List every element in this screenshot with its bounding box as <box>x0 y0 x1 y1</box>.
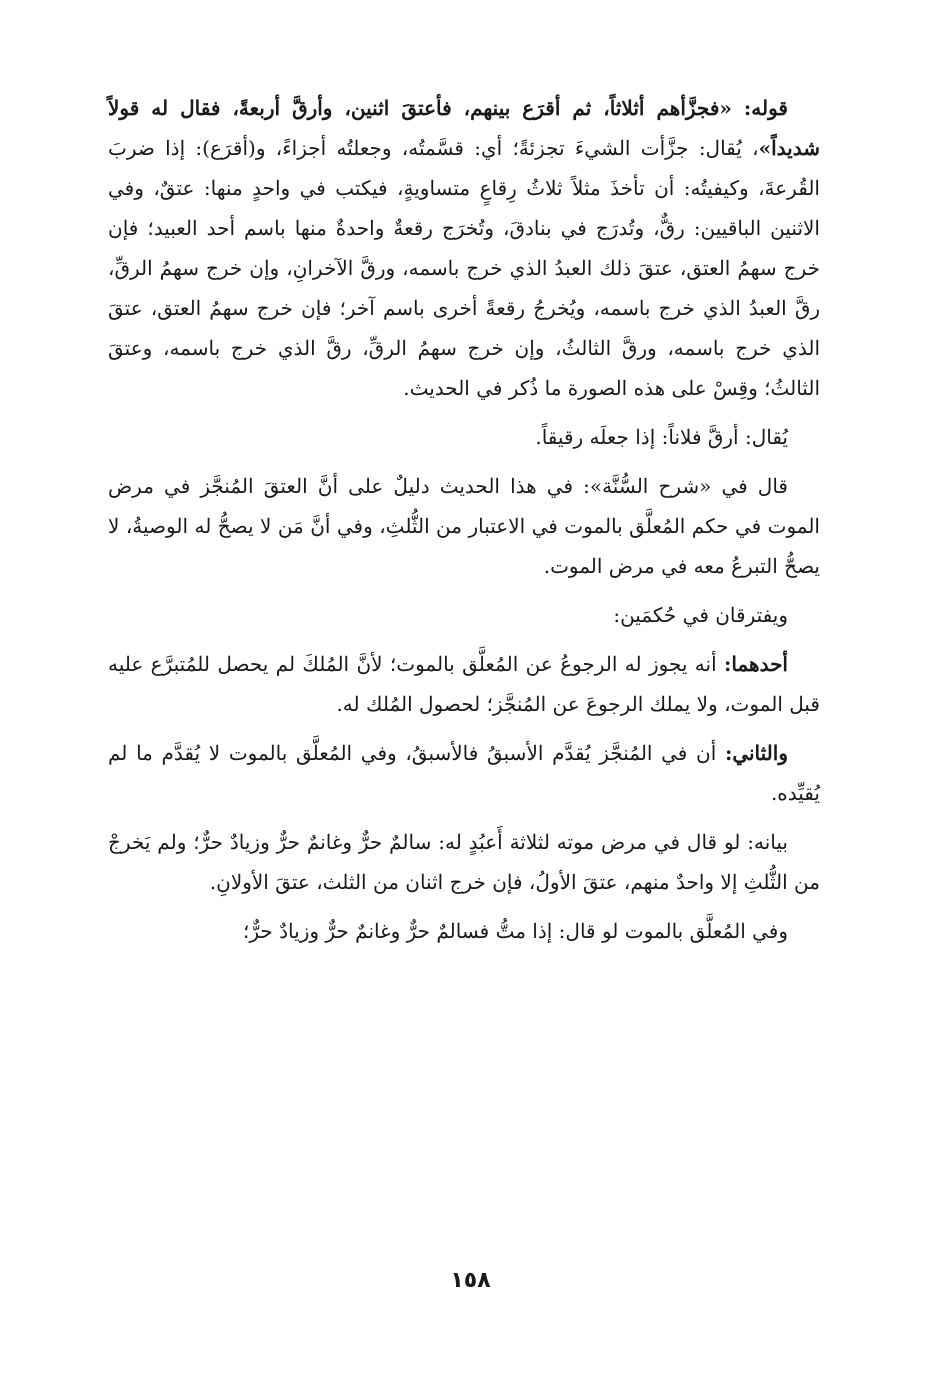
paragraph-text: وفي المُعلَّق بالموت لو قال: إذا متُّ فسالمٌ حرٌّ وغانمٌ حرٌّ وزيادٌ حرٌّ؛ <box>243 919 788 943</box>
paragraph-3 <box>108 466 820 586</box>
paragraph-2 <box>108 417 820 457</box>
paragraph-lead: أحدهما: <box>723 652 788 676</box>
paragraph-text: بيانه: لو قال في مرض موته لثلاثة أَعبُدٍ له: سالمٌ حرٌّ وغانمٌ حرٌّ وزيادٌ حرٌّ؛ ولم يَخرجْ من الثُّلثِ إلا واحدٌ منهم، عتقَ الأولُ، فإن خرج اثنان من الثلث، عتقَ الأولانِ. <box>108 830 820 894</box>
paragraph-lead: والثاني: <box>724 741 788 765</box>
paragraph-text: أن في المُنجَّز يُقدَّم الأسبقُ فالأسبقُ، وفي المُعلَّق بالموت لا يُقدَّم ما لم يُقيِّده. <box>108 741 820 805</box>
paragraph-text: ، يُقال: جزَّأت الشيءَ تجزئةً؛ أي: قسَّمتُه، وجعلتُه أجزاءً، و(أقرَع): إذا ضربَ القُرعةَ، وكيفيتُه: أن تأخذَ مثلاً ثلاثُ رِقاعٍ متساويةٍ، فيكتب في واحدٍ منها: عتقٌ، وفي الاثنين الباقيين: رقٌّ، وتُدرَج في بنادقَ، وتُخرَج رقعةٌ واحدةٌ منها باسم أحد العبيد؛ فإن خرج سهمُ العتق، عتقَ ذلك العبدُ الذي خرج باسمه، ورقَّ الآخرانِ، وإن خرج سهمُ الرقِّ، رقَّ العبدُ الذي خرج باسمه، ويُخرجُ رقعةً أخرى باسم آخر؛ فإن خرج سهمُ العتق، عتقَ الذي خرج باسمه، ورقَّ الثالثُ، وإن خرج سهمُ الرقِّ، رقَّ الذي خرج باسمه، وعتقَ الثالثُ؛ وقِسْ على هذه الصورة ما ذُكر في الحديث. <box>108 136 821 400</box>
paragraph-text: يُقال: أرقَّ فلاناً: إذا جعلَه رقيقاً. <box>535 425 788 449</box>
quote-lead: قوله: «فجزَّأهم أثلاثاً، ثم أقرَع بينهم، فأعتقَ اثنين، وأرقَّ أربعةً، فقال له قولاً شديداً» <box>108 96 820 160</box>
paragraph-7 <box>108 822 820 902</box>
page-body <box>108 88 820 960</box>
paragraph-6 <box>108 733 820 813</box>
paragraph-1 <box>108 88 820 408</box>
paragraph-text: قال في «شرح السُّنَّة»: في هذا الحديث دليلٌ على أنَّ العتقَ المُنجَّز في مرض الموت في حكم المُعلَّق بالموت في الاعتبار من الثُّلثِ، وفي أنَّ مَن لا يصحُّ له الوصيةُ، لا يصحُّ التبرعُ معه في مرض الموت. <box>108 474 820 578</box>
paragraph-text: أنه يجوز له الرجوعُ عن المُعلَّق بالموت؛ لأنَّ المُلكَ لم يحصل للمُتبرَّع عليه قبل الموت، ولا يملك الرجوعَ عن المُنجَّز؛ لحصول المُلك له. <box>108 652 820 716</box>
paragraph-text: ويفترقان في حُكمَين: <box>613 603 788 627</box>
paragraph-4 <box>108 595 820 635</box>
page-number: ١٥٨ <box>450 1268 491 1293</box>
paragraph-5 <box>108 644 820 724</box>
paragraph-8 <box>108 911 820 951</box>
